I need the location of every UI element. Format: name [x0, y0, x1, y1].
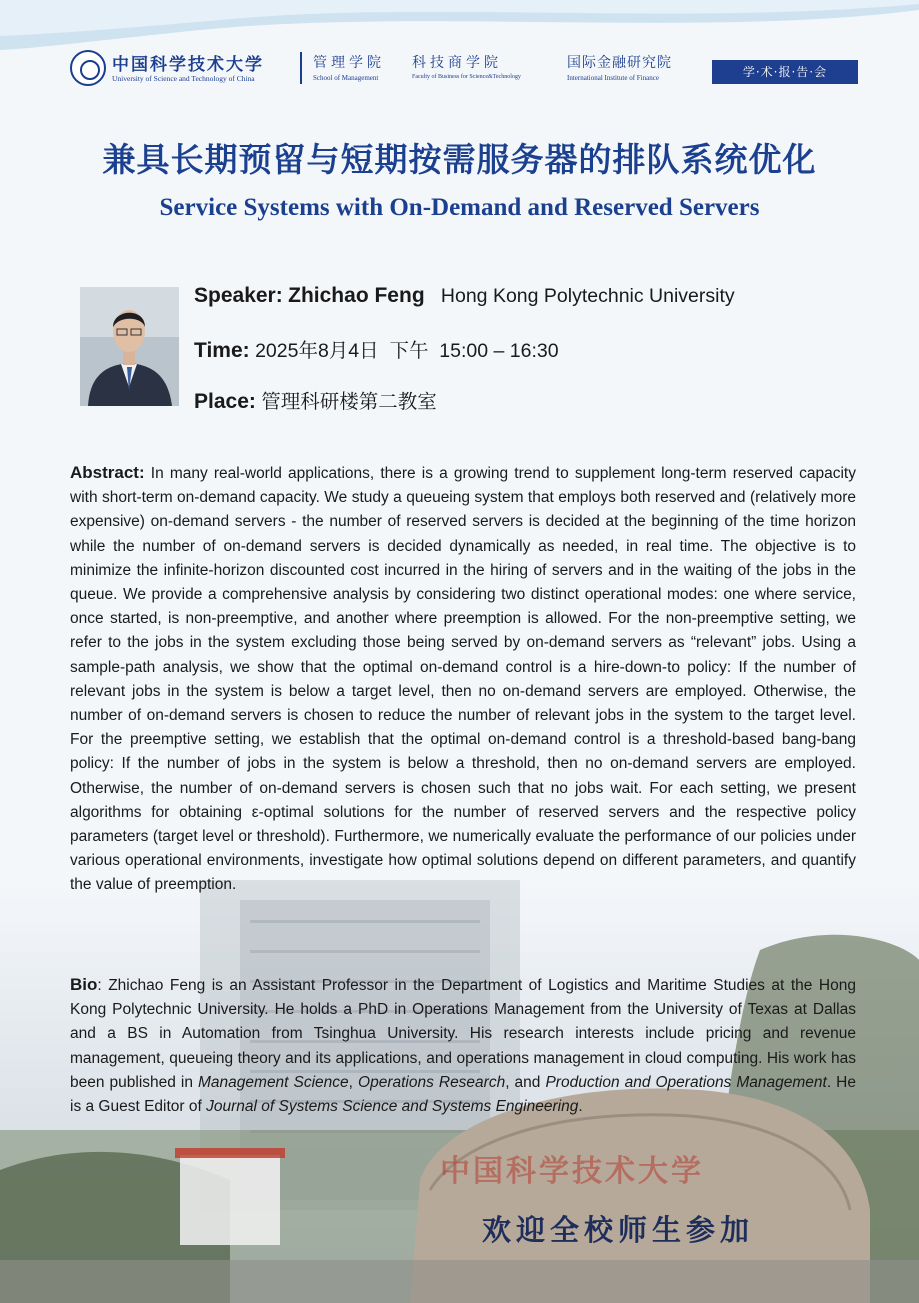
- speaker-photo: [80, 287, 179, 406]
- school-management: [313, 52, 385, 82]
- speaker-name: Zhichao Feng: [288, 284, 425, 307]
- school-finance: [567, 52, 672, 82]
- school-name-en: International Institute of Finance: [567, 74, 659, 82]
- place-line: [194, 386, 437, 414]
- school-business: [412, 52, 521, 80]
- invitation-text: 欢迎全校师生参加: [482, 1213, 755, 1247]
- time-label: Time:: [194, 339, 250, 362]
- journal-name: Production and Operations Management: [545, 1073, 827, 1091]
- abstract-text: In many real-world applications, there is a growing trend to supplement long-term reserved capacity with short-term on-demand capacity. We study a queueing system that employs both reserved and (relatively more expensive) on-demand servers - the number of reserved servers is decided at the beginning of the time horizon while the number of on-demand servers is decided dynamically as needed, in real time. The objective is to minimize the infinite-horizon discounted cost incurred in the hiring of servers and in the waiting of the jobs in the queue. We provide a comprehensive analysis by considering two distinct operational modes: one where service, once started, is non-preemptive, and another where preemption is allowed. For the non-preemptive setting, we refer to the jobs in the system excluding those being served by on-demand servers as “relevant” jobs. Using a sample-path analysis, we show that the optimal on-demand control is a hire-down-to policy: If the number of relevant jobs in the system is below a target level, then no on-demand servers are employed. Otherwise, the number of on-demand servers is chosen to reduce the number of relevant jobs in the system to the target level. For the preemptive setting, we establish that the optimal on-demand control is a threshold-based bang-bang policy: If the number of jobs in the system is below a threshold, then no on-demand servers are employed. Otherwise, the number of on-demand servers is chosen such that no jobs wait. For each setting, we present algorithms for obtaining ε-optimal solutions for the number of reserved servers and the respective policy parameters (target level or threshold). Furthermore, we numerically evaluate the performance of our policies under various operational environments, investigate how optimal solutions depend on different parameters, and quantify the value of preemption.: [70, 465, 856, 894]
- university-name-en: University of Science and Technology of China: [112, 74, 255, 83]
- bio-text: .: [578, 1098, 583, 1116]
- university-name-cn: 中国科学技术大学: [112, 55, 264, 75]
- title-cn: 兼具长期预留与短期按需服务器的排队系统优化: [102, 140, 817, 179]
- speaker-affiliation: Hong Kong Polytechnic University: [440, 285, 735, 307]
- lecture-badge: 学·术·报·告·会: [712, 60, 858, 84]
- header-bar: [0, 44, 919, 94]
- university-seal-logo: [70, 50, 106, 86]
- bio-text: : Zhichao Feng is an Assistant Professor in the Department of Logistics and Maritime Studies at the Hong Kong Polytechnic University. He holds a PhD in Operations Management from the University of Texas at Dallas and a BS in Automation from Tsinghua University. His research interests include pricing and revenue management, queueing theory and its applications, and operations management in cloud computing. His work has been published in: [70, 977, 856, 1091]
- school-name-cn: 管理学院: [313, 55, 385, 71]
- school-name-en: Faculty of Business for Science&Technology: [412, 74, 521, 80]
- place-label: Place:: [194, 390, 256, 413]
- rock-engraving-logo: 中国科学技术大学: [440, 1154, 704, 1189]
- bio-section: [70, 973, 856, 1119]
- time-line: [194, 335, 559, 363]
- journal-name: Management Science: [198, 1073, 349, 1091]
- abstract-section: [70, 461, 856, 898]
- school-name-en: School of Management: [313, 74, 379, 82]
- time-value: 2025年8月4日 下午 15:00 – 16:30: [255, 340, 559, 362]
- bio-label: Bio: [70, 975, 98, 994]
- journal-name: Operations Research: [358, 1073, 506, 1091]
- abstract-label: Abstract:: [70, 463, 145, 482]
- header-divider: [300, 52, 302, 84]
- school-name-cn: 国际金融研究院: [567, 55, 672, 71]
- school-name-cn: 科技商学院: [412, 55, 502, 71]
- bio-text: . He is a Guest Editor of: [70, 1073, 856, 1116]
- title-en: Service Systems with On-Demand and Reserved Servers: [159, 194, 760, 221]
- speaker-line: [194, 284, 735, 308]
- speaker-label: Speaker:: [194, 284, 283, 307]
- journal-name: Journal of Systems Science and Systems Engineering: [206, 1098, 579, 1116]
- bio-text: , and: [505, 1073, 546, 1091]
- bio-text: ,: [348, 1073, 359, 1091]
- place-value: 管理科研楼第二教室: [261, 391, 437, 413]
